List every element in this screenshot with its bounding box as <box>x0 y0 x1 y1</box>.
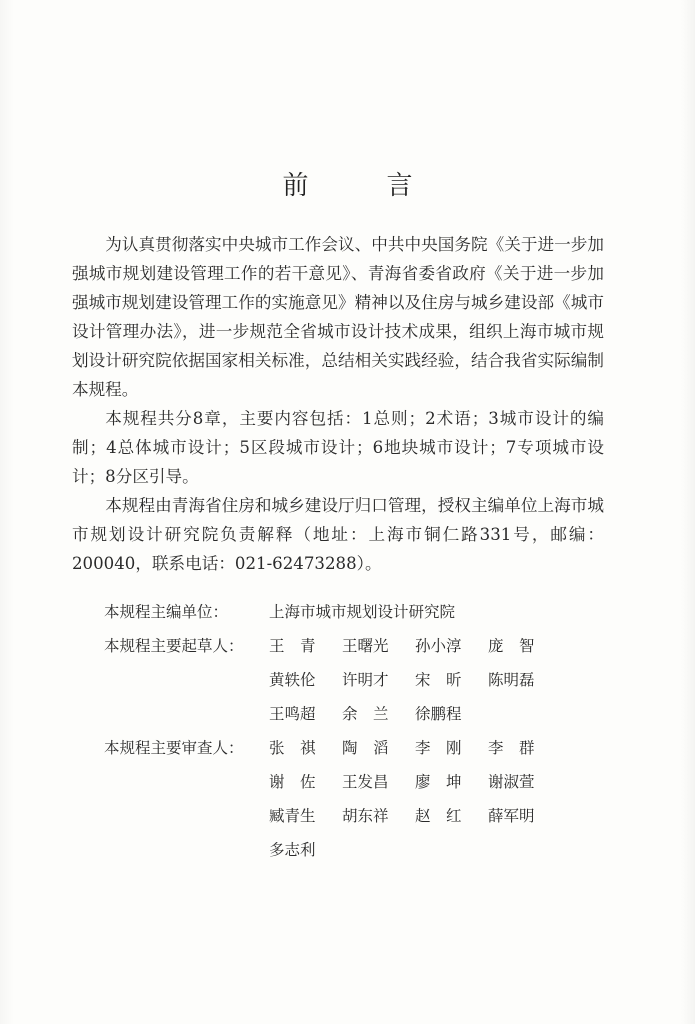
chief-unit-value: 上海市城市规划设计研究院 <box>269 603 456 621</box>
paragraph: 本规程由青海省住房和城乡建设厅归口管理，授权主编单位上海市城市规划设计研究院负责解释（地址：上海市铜仁路331号，邮编：200040，联系电话：021-62473288）。 <box>72 496 604 573</box>
drafter-name: 王鸣超 <box>269 705 316 723</box>
page-title: 前 言 <box>282 171 439 202</box>
drafter-name: 孙小淳 <box>415 637 462 655</box>
reviewers-names <box>269 731 569 867</box>
drafter-name: 许明才 <box>342 671 389 689</box>
reviewer-name: 李 刚 <box>415 739 462 757</box>
reviewer-name: 王发昌 <box>342 773 389 791</box>
reviewer-name: 李 群 <box>488 739 535 757</box>
drafters-label: 本规程主要起草人： <box>104 637 244 655</box>
drafter-name: 王曙光 <box>342 637 389 655</box>
reviewer-name: 谢淑萱 <box>488 773 535 791</box>
reviewer-name: 薛军明 <box>488 807 535 825</box>
reviewer-name: 廖 坤 <box>415 773 462 791</box>
reviewer-name: 谢 佐 <box>269 773 316 791</box>
reviewer-name: 陶 滔 <box>342 739 389 757</box>
chief-unit-row <box>104 595 584 629</box>
reviewer-name: 臧青生 <box>269 807 316 825</box>
drafter-name: 陈明磊 <box>488 671 535 689</box>
reviewer-name: 多志利 <box>269 841 316 859</box>
drafter-name: 余 兰 <box>342 705 389 723</box>
paragraph: 本规程共分8章，主要内容包括：1总则；2术语；3城市设计的编制；4总体城市设计；5区段城市设计；6地块城市设计；7专项城市设计；8分区引导。 <box>72 409 604 486</box>
drafters-row <box>104 629 584 731</box>
reviewers-label: 本规程主要审查人： <box>104 739 244 757</box>
paragraph: 为认真贯彻落实中央城市工作会议、中共中央国务院《关于进一步加强城市规划建设管理工作的若干意见》、青海省委省政府《关于进一步加强城市规划建设管理工作的实施意见》精神以及住房与城乡建设部《城市设计管理办法》，进一步规范全省城市设计技术成果，组织上海市城市规划设计研究院依据国家相关标准，总结相关实践经验，结合我省实际编制本规程。 <box>72 235 604 399</box>
drafter-name: 徐鹏程 <box>415 705 462 723</box>
chief-unit-label: 本规程主编单位： <box>104 603 229 621</box>
drafter-name: 宋 昕 <box>415 671 462 689</box>
credits-section <box>104 595 584 867</box>
drafters-names <box>269 629 569 731</box>
drafter-name: 王 青 <box>269 637 316 655</box>
reviewer-name: 赵 红 <box>415 807 462 825</box>
drafter-name: 黄轶伦 <box>269 671 316 689</box>
drafter-name: 庞 智 <box>488 637 535 655</box>
reviewers-row <box>104 731 584 867</box>
reviewer-name: 胡东祥 <box>342 807 389 825</box>
reviewer-name: 张 祺 <box>269 739 316 757</box>
foreword-body <box>72 230 604 578</box>
